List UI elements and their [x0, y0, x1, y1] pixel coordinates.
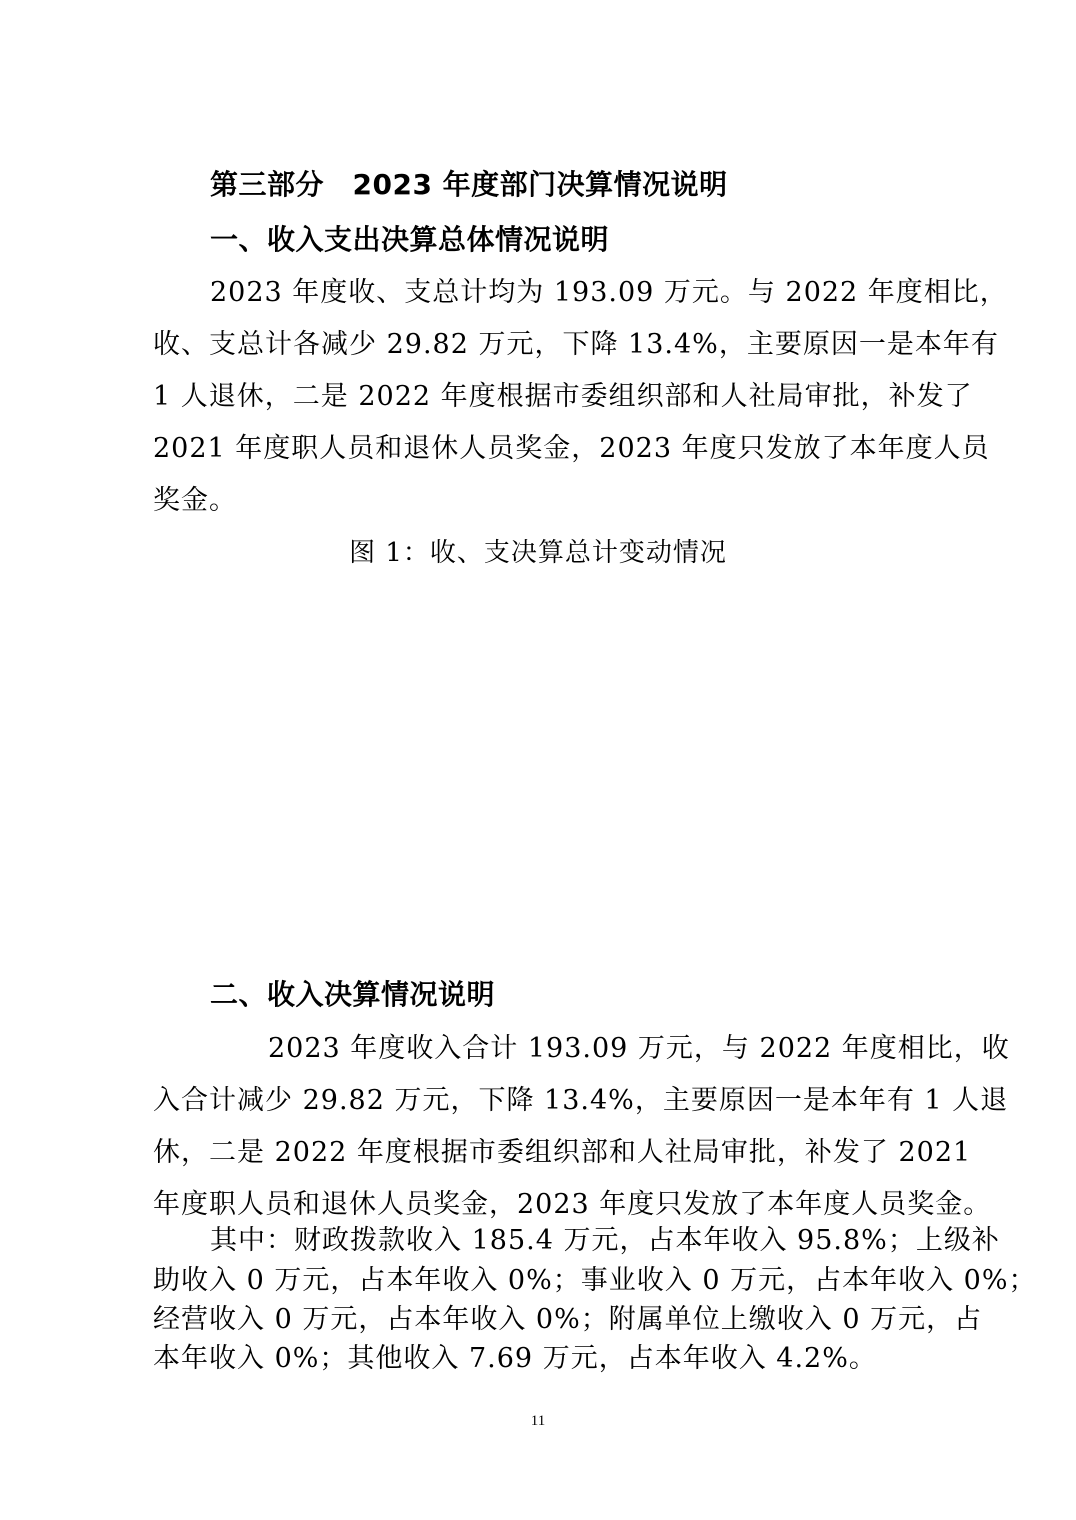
part2-detail-line: 助收入 0 万元，占本年收入 0%；事业收入 0 万元，占本年收入 0%； — [153, 1265, 1037, 1296]
part1-paragraph-line: 奖金。 — [153, 485, 237, 516]
part2-paragraph-line: 年度职人员和退休人员奖金，2023 年度只发放了本年度人员奖金。 — [153, 1189, 992, 1220]
part1-paragraph-line: 收、支总计各减少 29.82 万元，下降 13.4%，主要原因一是本年有 — [153, 329, 999, 360]
part1-paragraph-line: 2023 年度收、支总计均为 193.09 万元。与 2022 年度相比， — [210, 277, 1008, 308]
part2-paragraph-line: 入合计减少 29.82 万元，下降 13.4%，主要原因一是本年有 1 人退 — [153, 1085, 1009, 1116]
part2-detail-line: 经营收入 0 万元，占本年收入 0%；附属单位上缴收入 0 万元，占 — [153, 1304, 983, 1335]
part2-heading: 二、收入决算情况说明 — [210, 978, 496, 1011]
figure-caption: 图 1：收、支决算总计变动情况 — [349, 538, 727, 568]
part1-heading: 一、收入支出决算总体情况说明 — [210, 223, 610, 256]
part2-paragraph-line: 2023 年度收入合计 193.09 万元，与 2022 年度相比，收 — [268, 1033, 1010, 1064]
page-number: 11 — [530, 1413, 546, 1429]
part1-paragraph-line: 2021 年度职人员和退休人员奖金，2023 年度只发放了本年度人员 — [153, 433, 990, 464]
part2-paragraph-line: 休，二是 2022 年度根据市委组织部和人社局审批，补发了 2021 — [153, 1137, 972, 1168]
part1-paragraph-line: 1 人退休，二是 2022 年度根据市委组织部和人社局审批，补发了 — [153, 381, 973, 412]
section-title: 第三部分 2023 年度部门决算情况说明 — [210, 168, 728, 201]
figure-placeholder — [153, 585, 971, 955]
part2-detail-line: 本年收入 0%；其他收入 7.69 万元，占本年收入 4.2%。 — [153, 1343, 877, 1374]
part2-detail-line: 其中：财政拨款收入 185.4 万元，占本年收入 95.8%；上级补 — [210, 1225, 1000, 1256]
